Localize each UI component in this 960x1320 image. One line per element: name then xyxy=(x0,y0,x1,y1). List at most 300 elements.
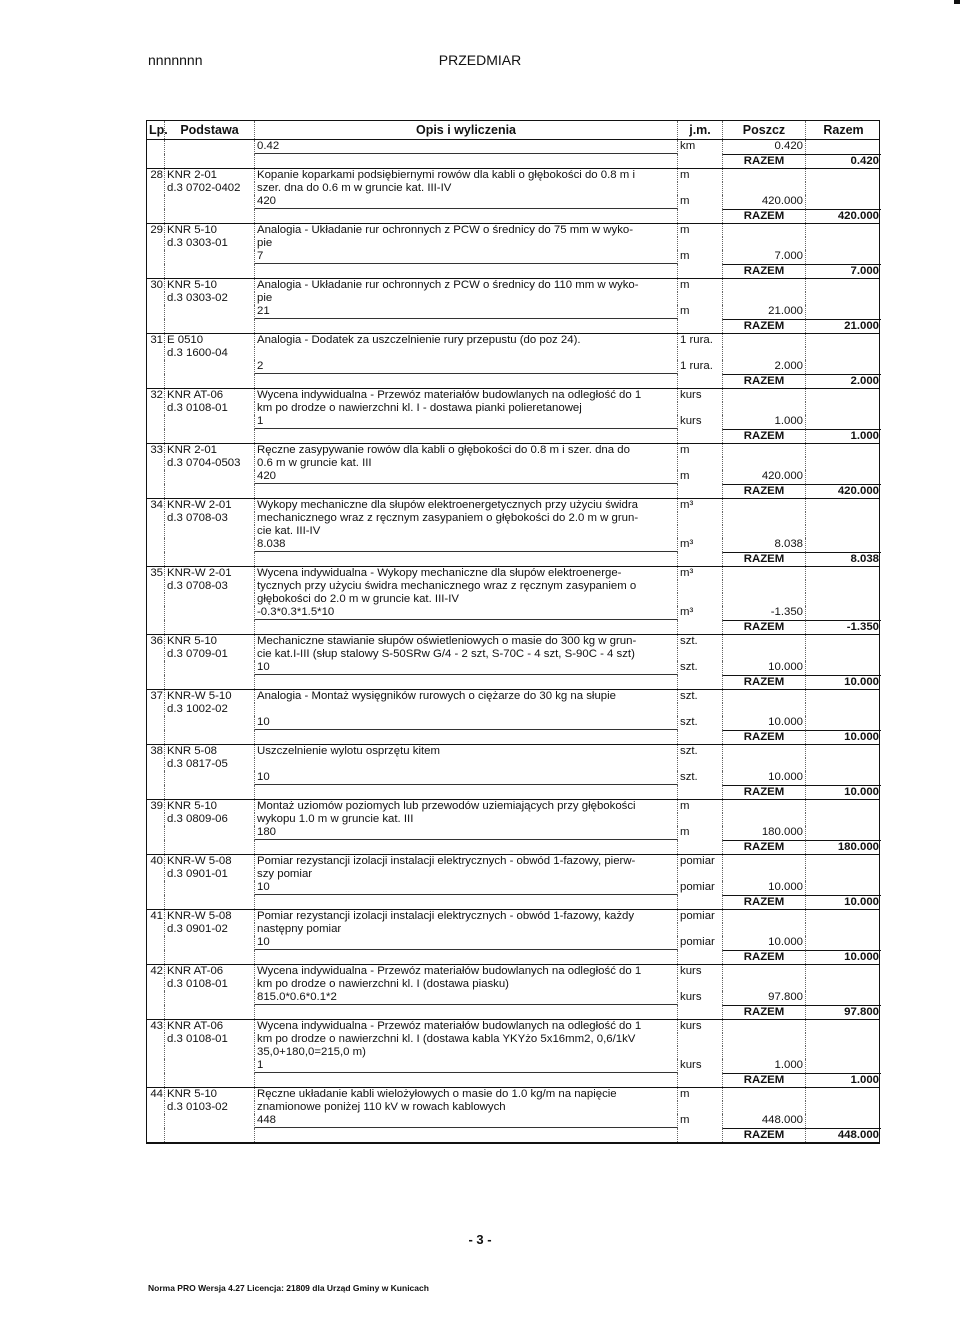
item-desc-row xyxy=(147,237,879,250)
item-unit xyxy=(678,813,723,826)
empty-cell xyxy=(806,1033,881,1046)
empty-cell xyxy=(806,1046,881,1059)
empty-cell xyxy=(723,703,806,716)
item-base: d.3 0901-02 xyxy=(165,923,255,936)
item-lp xyxy=(147,813,165,826)
item-calc-unit: kurs xyxy=(678,1059,723,1073)
empty-cell xyxy=(723,923,806,936)
empty-cell xyxy=(806,771,881,785)
item-desc-row xyxy=(147,334,879,347)
item-desc-row xyxy=(147,444,879,457)
empty-cell xyxy=(147,675,165,689)
item-lp xyxy=(147,512,165,525)
item-unit: m xyxy=(678,169,723,182)
page-title: PRZEDMIAR xyxy=(438,52,522,68)
empty-cell xyxy=(806,758,881,771)
item-desc-row xyxy=(147,758,879,771)
item-qty: -1.350 xyxy=(723,606,806,620)
empty-cell xyxy=(723,648,806,661)
empty-cell xyxy=(147,620,165,634)
carry-qty: 0.420 xyxy=(723,140,806,154)
empty-cell xyxy=(806,402,881,415)
item-description-line: Analogia - Układanie rur ochronnych z PCW o średnicy do 110 mm w wyko- xyxy=(255,279,678,292)
empty-cell xyxy=(806,800,881,813)
empty-cell xyxy=(723,279,806,292)
empty-cell xyxy=(255,209,678,223)
empty-cell xyxy=(165,250,255,264)
empty-cell xyxy=(806,936,881,950)
empty-cell xyxy=(165,1005,255,1019)
item-calc-unit: szt. xyxy=(678,716,723,730)
item-description-line: szy pomiar xyxy=(255,868,678,881)
empty-cell xyxy=(165,840,255,854)
carry-unit: km xyxy=(678,140,723,154)
empty-cell xyxy=(165,620,255,634)
empty-cell xyxy=(723,1101,806,1114)
table-header xyxy=(147,121,879,140)
item-base: KNR 5-10 xyxy=(165,1088,255,1101)
item-desc-row xyxy=(147,855,879,868)
item-desc-row xyxy=(147,593,879,606)
empty-cell xyxy=(806,826,881,840)
item-description-line: Ręczne układanie kabli wielożyłowych o masie do 1.0 kg/m na napięcie xyxy=(255,1088,678,1101)
empty-cell xyxy=(678,785,723,799)
item-razem-row xyxy=(147,1005,879,1020)
item-description-line: szer. dna do 0.6 m w gruncie kat. III-IV xyxy=(255,182,678,195)
item-calc-row xyxy=(147,1114,879,1128)
empty-cell xyxy=(806,606,881,620)
item-description-line xyxy=(255,347,678,360)
empty-cell xyxy=(165,374,255,388)
item-qty: 7.000 xyxy=(723,250,806,264)
empty-cell xyxy=(723,499,806,512)
empty-cell xyxy=(255,1128,678,1142)
empty-cell xyxy=(678,675,723,689)
item-calc-unit: pomiar xyxy=(678,881,723,895)
empty-cell xyxy=(147,1059,165,1073)
item-calc: 448 xyxy=(255,1114,678,1128)
empty-cell xyxy=(806,978,881,991)
item-lp xyxy=(147,525,165,538)
item-calc-row xyxy=(147,195,879,209)
item-qty: 448.000 xyxy=(723,1114,806,1128)
empty-cell xyxy=(147,785,165,799)
empty-cell xyxy=(165,881,255,895)
item-calc: 10 xyxy=(255,716,678,730)
empty-cell xyxy=(255,730,678,744)
item-description-line: wykopu 1.0 m w gruncie kat. III xyxy=(255,813,678,826)
item-base: KNR AT-06 xyxy=(165,389,255,402)
empty-cell xyxy=(165,936,255,950)
empty-cell xyxy=(723,690,806,703)
item-unit xyxy=(678,182,723,195)
empty-cell xyxy=(806,991,881,1005)
empty-cell xyxy=(678,1128,723,1142)
item-base: KNR 2-01 xyxy=(165,444,255,457)
empty-cell xyxy=(723,965,806,978)
item-calc-row xyxy=(147,606,879,620)
item-lp: 32 xyxy=(147,389,165,402)
item-calc: 180 xyxy=(255,826,678,840)
empty-cell xyxy=(678,374,723,388)
item-lp: 29 xyxy=(147,224,165,237)
empty-cell xyxy=(806,910,881,923)
empty-cell xyxy=(806,347,881,360)
empty-cell xyxy=(723,1088,806,1101)
item-qty: 1.000 xyxy=(723,1059,806,1073)
empty-cell xyxy=(806,305,881,319)
item-lp xyxy=(147,593,165,606)
item-base: d.3 0809-06 xyxy=(165,813,255,826)
item-total: 7.000 xyxy=(806,264,881,278)
item-description-line: Wycena indywidualna - Przewóz materiałów budowlanych na odległość do 1 xyxy=(255,965,678,978)
item-razem-row xyxy=(147,209,879,224)
item-calc-row xyxy=(147,881,879,895)
item-base: d.3 0901-01 xyxy=(165,868,255,881)
item-qty: 10.000 xyxy=(723,936,806,950)
col-desc-header: Opis i wyliczenia xyxy=(255,121,678,139)
empty-cell xyxy=(147,264,165,278)
empty-cell xyxy=(723,334,806,347)
empty-cell xyxy=(806,499,881,512)
item-unit xyxy=(678,402,723,415)
empty-cell xyxy=(723,910,806,923)
item-lp: 40 xyxy=(147,855,165,868)
item-lp xyxy=(147,182,165,195)
item-calc-row xyxy=(147,415,879,429)
empty-cell xyxy=(806,923,881,936)
item-description-line: Analogia - Układanie rur ochronnych z PCW o średnicy do 75 mm w wyko- xyxy=(255,224,678,237)
item-qty: 1.000 xyxy=(723,415,806,429)
empty-cell xyxy=(147,470,165,484)
item-base: KNR AT-06 xyxy=(165,1020,255,1033)
empty-cell xyxy=(806,567,881,580)
empty-cell xyxy=(165,730,255,744)
empty-cell xyxy=(806,813,881,826)
item-total: 10.000 xyxy=(806,730,881,744)
empty-cell xyxy=(806,389,881,402)
empty-cell xyxy=(678,620,723,634)
item-calc-unit: szt. xyxy=(678,661,723,675)
empty-cell xyxy=(165,895,255,909)
item-total: 21.000 xyxy=(806,319,881,333)
empty-cell xyxy=(147,195,165,209)
empty-cell xyxy=(147,429,165,443)
empty-cell xyxy=(723,292,806,305)
item-calc-unit: m xyxy=(678,305,723,319)
item-description-line: mechanicznego wraz z ręcznym zasypaniem o głębokości do 2.0 m w grun- xyxy=(255,512,678,525)
empty-cell xyxy=(255,319,678,333)
empty-cell xyxy=(723,182,806,195)
carry-razem-row xyxy=(147,154,879,169)
razem-label: RAZEM xyxy=(723,675,806,689)
item-lp: 37 xyxy=(147,690,165,703)
item-unit: kurs xyxy=(678,965,723,978)
empty-cell xyxy=(806,868,881,881)
empty-cell xyxy=(165,319,255,333)
empty-cell xyxy=(723,402,806,415)
item-unit: szt. xyxy=(678,690,723,703)
empty-cell xyxy=(806,169,881,182)
item-unit: kurs xyxy=(678,1020,723,1033)
item-description-line: Mechaniczne stawianie słupów oświetleniowych o masie do 300 kg w grun- xyxy=(255,635,678,648)
empty-cell xyxy=(255,620,678,634)
empty-cell xyxy=(723,758,806,771)
empty-cell xyxy=(255,675,678,689)
item-total: 420.000 xyxy=(806,209,881,223)
empty-cell xyxy=(147,250,165,264)
empty-cell xyxy=(806,444,881,457)
item-lp xyxy=(147,457,165,470)
item-calc-row xyxy=(147,716,879,730)
item-calc: 1 xyxy=(255,1059,678,1073)
empty-cell xyxy=(147,771,165,785)
empty-cell xyxy=(255,374,678,388)
empty-cell xyxy=(165,552,255,566)
empty-cell xyxy=(678,1005,723,1019)
item-base: d.3 0702-0402 xyxy=(165,182,255,195)
empty-cell xyxy=(806,195,881,209)
empty-cell xyxy=(806,1101,881,1114)
item-unit: 1 rura. xyxy=(678,334,723,347)
item-razem-row xyxy=(147,1073,879,1088)
empty-cell xyxy=(147,991,165,1005)
item-qty: 10.000 xyxy=(723,716,806,730)
item-razem-row xyxy=(147,785,879,800)
item-qty: 10.000 xyxy=(723,881,806,895)
carry-calc-row xyxy=(147,140,879,154)
empty-cell xyxy=(165,606,255,620)
item-calc-row xyxy=(147,661,879,675)
item-description-line: 35,0+180,0=215,0 m) xyxy=(255,1046,678,1059)
item-description-line: km po drodze o nawierzchni kl. I (dostawa piasku) xyxy=(255,978,678,991)
item-desc-row xyxy=(147,292,879,305)
item-lp: 42 xyxy=(147,965,165,978)
item-unit: szt. xyxy=(678,635,723,648)
empty-cell xyxy=(806,690,881,703)
empty-cell xyxy=(255,484,678,498)
item-calc: 815.0*0.6*0.1*2 xyxy=(255,991,678,1005)
empty-cell xyxy=(147,1073,165,1087)
item-desc-row xyxy=(147,703,879,716)
item-total: 10.000 xyxy=(806,785,881,799)
item-razem-row xyxy=(147,1128,879,1143)
item-lp: 28 xyxy=(147,169,165,182)
item-calc-unit: 1 rura. xyxy=(678,360,723,374)
item-unit: pomiar xyxy=(678,855,723,868)
item-lp xyxy=(147,648,165,661)
item-total: 1.000 xyxy=(806,1073,881,1087)
item-qty: 420.000 xyxy=(723,470,806,484)
item-razem-row xyxy=(147,675,879,690)
item-lp: 41 xyxy=(147,910,165,923)
empty-cell xyxy=(723,1033,806,1046)
item-lp xyxy=(147,978,165,991)
empty-cell xyxy=(806,334,881,347)
empty-cell xyxy=(678,840,723,854)
item-base: KNR-W 2-01 xyxy=(165,567,255,580)
empty-cell xyxy=(165,716,255,730)
empty-cell xyxy=(678,730,723,744)
item-total: 448.000 xyxy=(806,1128,881,1142)
item-unit xyxy=(678,525,723,538)
empty-cell xyxy=(147,606,165,620)
item-desc-row xyxy=(147,965,879,978)
item-unit xyxy=(678,292,723,305)
item-calc: 10 xyxy=(255,881,678,895)
item-desc-row xyxy=(147,813,879,826)
razem-label: RAZEM xyxy=(723,730,806,744)
razem-label: RAZEM xyxy=(723,374,806,388)
item-lp: 33 xyxy=(147,444,165,457)
empty-cell xyxy=(147,936,165,950)
item-lp xyxy=(147,402,165,415)
empty-cell xyxy=(147,360,165,374)
empty-cell xyxy=(723,800,806,813)
item-description-line: znamionowe poniżej 110 kV w rowach kablowych xyxy=(255,1101,678,1114)
empty-cell xyxy=(165,209,255,223)
item-calc-unit: pomiar xyxy=(678,936,723,950)
empty-cell xyxy=(165,360,255,374)
item-base: d.3 1600-04 xyxy=(165,347,255,360)
empty-cell xyxy=(147,374,165,388)
item-calc: 10 xyxy=(255,936,678,950)
item-lp: 39 xyxy=(147,800,165,813)
item-unit xyxy=(678,758,723,771)
item-desc-row xyxy=(147,169,879,182)
item-calc-row xyxy=(147,771,879,785)
item-unit: m³ xyxy=(678,499,723,512)
razem-label: RAZEM xyxy=(723,950,806,964)
item-description-line: następny pomiar xyxy=(255,923,678,936)
item-calc: 1 xyxy=(255,415,678,429)
item-qty: 2.000 xyxy=(723,360,806,374)
item-calc-row xyxy=(147,470,879,484)
empty-cell xyxy=(678,1073,723,1087)
item-description-line: Pomiar rezystancji izolacji instalacji elektrycznych - obwód 1-fazowy, każdy xyxy=(255,910,678,923)
empty-cell xyxy=(723,444,806,457)
item-calc: 10 xyxy=(255,661,678,675)
item-desc-row xyxy=(147,978,879,991)
empty-cell xyxy=(147,305,165,319)
item-calc: 21 xyxy=(255,305,678,319)
item-calc: 2 xyxy=(255,360,678,374)
empty-cell xyxy=(147,484,165,498)
item-lp xyxy=(147,347,165,360)
item-calc-row xyxy=(147,538,879,552)
empty-cell xyxy=(165,484,255,498)
item-description-line: km po drodze o nawierzchni kl. I - dostawa pianki polieretanowej xyxy=(255,402,678,415)
item-desc-row xyxy=(147,347,879,360)
item-desc-row xyxy=(147,567,879,580)
item-desc-row xyxy=(147,648,879,661)
item-unit xyxy=(678,237,723,250)
razem-label: RAZEM xyxy=(723,319,806,333)
item-desc-row xyxy=(147,745,879,758)
item-qty: 180.000 xyxy=(723,826,806,840)
item-description-line: Wycena indywidualna - Przewóz materiałów budowlanych na odległość do 1 xyxy=(255,389,678,402)
item-calc-unit: m xyxy=(678,195,723,209)
col-unit-header: j.m. xyxy=(678,121,723,139)
footer-license: Norma PRO Wersja 4.27 Licencja: 21809 dla Urząd Gminy w Kunicach xyxy=(148,1283,429,1293)
item-unit xyxy=(678,1101,723,1114)
item-unit: kurs xyxy=(678,389,723,402)
item-unit xyxy=(678,978,723,991)
item-base: d.3 0708-03 xyxy=(165,580,255,593)
empty-cell xyxy=(255,1073,678,1087)
col-total-header: Razem xyxy=(823,123,864,137)
item-calc-unit: kurs xyxy=(678,991,723,1005)
item-base: d.3 0709-01 xyxy=(165,648,255,661)
empty-cell xyxy=(806,580,881,593)
empty-cell xyxy=(723,868,806,881)
carry-calc: 0.42 xyxy=(255,140,678,154)
item-base: KNR 5-08 xyxy=(165,745,255,758)
item-base: d.3 0708-03 xyxy=(165,512,255,525)
item-base: KNR-W 2-01 xyxy=(165,499,255,512)
empty-cell xyxy=(255,785,678,799)
item-razem-row xyxy=(147,950,879,965)
item-razem-row xyxy=(147,552,879,567)
item-description-line: cie kat. III-IV xyxy=(255,525,678,538)
empty-cell xyxy=(723,169,806,182)
item-description-line: Pomiar rezystancji izolacji instalacji elektrycznych - obwód 1-fazowy, pierw- xyxy=(255,855,678,868)
empty-cell xyxy=(147,415,165,429)
item-unit xyxy=(678,703,723,716)
item-description-line: Wykopy mechaniczne dla słupów elektroenergetycznych przy użyciu świdra xyxy=(255,499,678,512)
item-description-line: Analogia - Montaż wysięgników rurowych o ciężarze do 30 kg na słupie xyxy=(255,690,678,703)
empty-cell xyxy=(165,305,255,319)
item-razem-row xyxy=(147,840,879,855)
razem-label: RAZEM xyxy=(723,552,806,566)
item-total: 2.000 xyxy=(806,374,881,388)
empty-cell xyxy=(723,457,806,470)
item-desc-row xyxy=(147,279,879,292)
item-desc-row xyxy=(147,923,879,936)
item-razem-row xyxy=(147,895,879,910)
item-base: d.3 0303-02 xyxy=(165,292,255,305)
item-description-line: Kopanie koparkami podsiębiernymi rowów dla kabli o głębokości do 0.8 m i xyxy=(255,169,678,182)
item-total: 10.000 xyxy=(806,675,881,689)
empty-cell xyxy=(806,360,881,374)
empty-cell xyxy=(806,1088,881,1101)
item-lp: 31 xyxy=(147,334,165,347)
item-total: -1.350 xyxy=(806,620,881,634)
empty-cell xyxy=(165,661,255,675)
item-lp: 38 xyxy=(147,745,165,758)
item-lp xyxy=(147,1046,165,1059)
item-razem-row xyxy=(147,620,879,635)
item-total: 8.038 xyxy=(806,552,881,566)
empty-cell xyxy=(678,484,723,498)
empty-cell xyxy=(806,1114,881,1128)
item-desc-row xyxy=(147,580,879,593)
item-unit: m³ xyxy=(678,567,723,580)
empty-cell xyxy=(806,593,881,606)
empty-cell xyxy=(147,209,165,223)
item-lp xyxy=(147,292,165,305)
empty-cell xyxy=(255,264,678,278)
item-unit xyxy=(678,457,723,470)
item-base: KNR 2-01 xyxy=(165,169,255,182)
item-base: d.3 0108-01 xyxy=(165,402,255,415)
header-left-text: nnnnnnn xyxy=(148,52,203,68)
razem-label: RAZEM xyxy=(723,484,806,498)
item-unit xyxy=(678,1046,723,1059)
empty-cell xyxy=(723,525,806,538)
item-total: 180.000 xyxy=(806,840,881,854)
empty-cell xyxy=(806,881,881,895)
